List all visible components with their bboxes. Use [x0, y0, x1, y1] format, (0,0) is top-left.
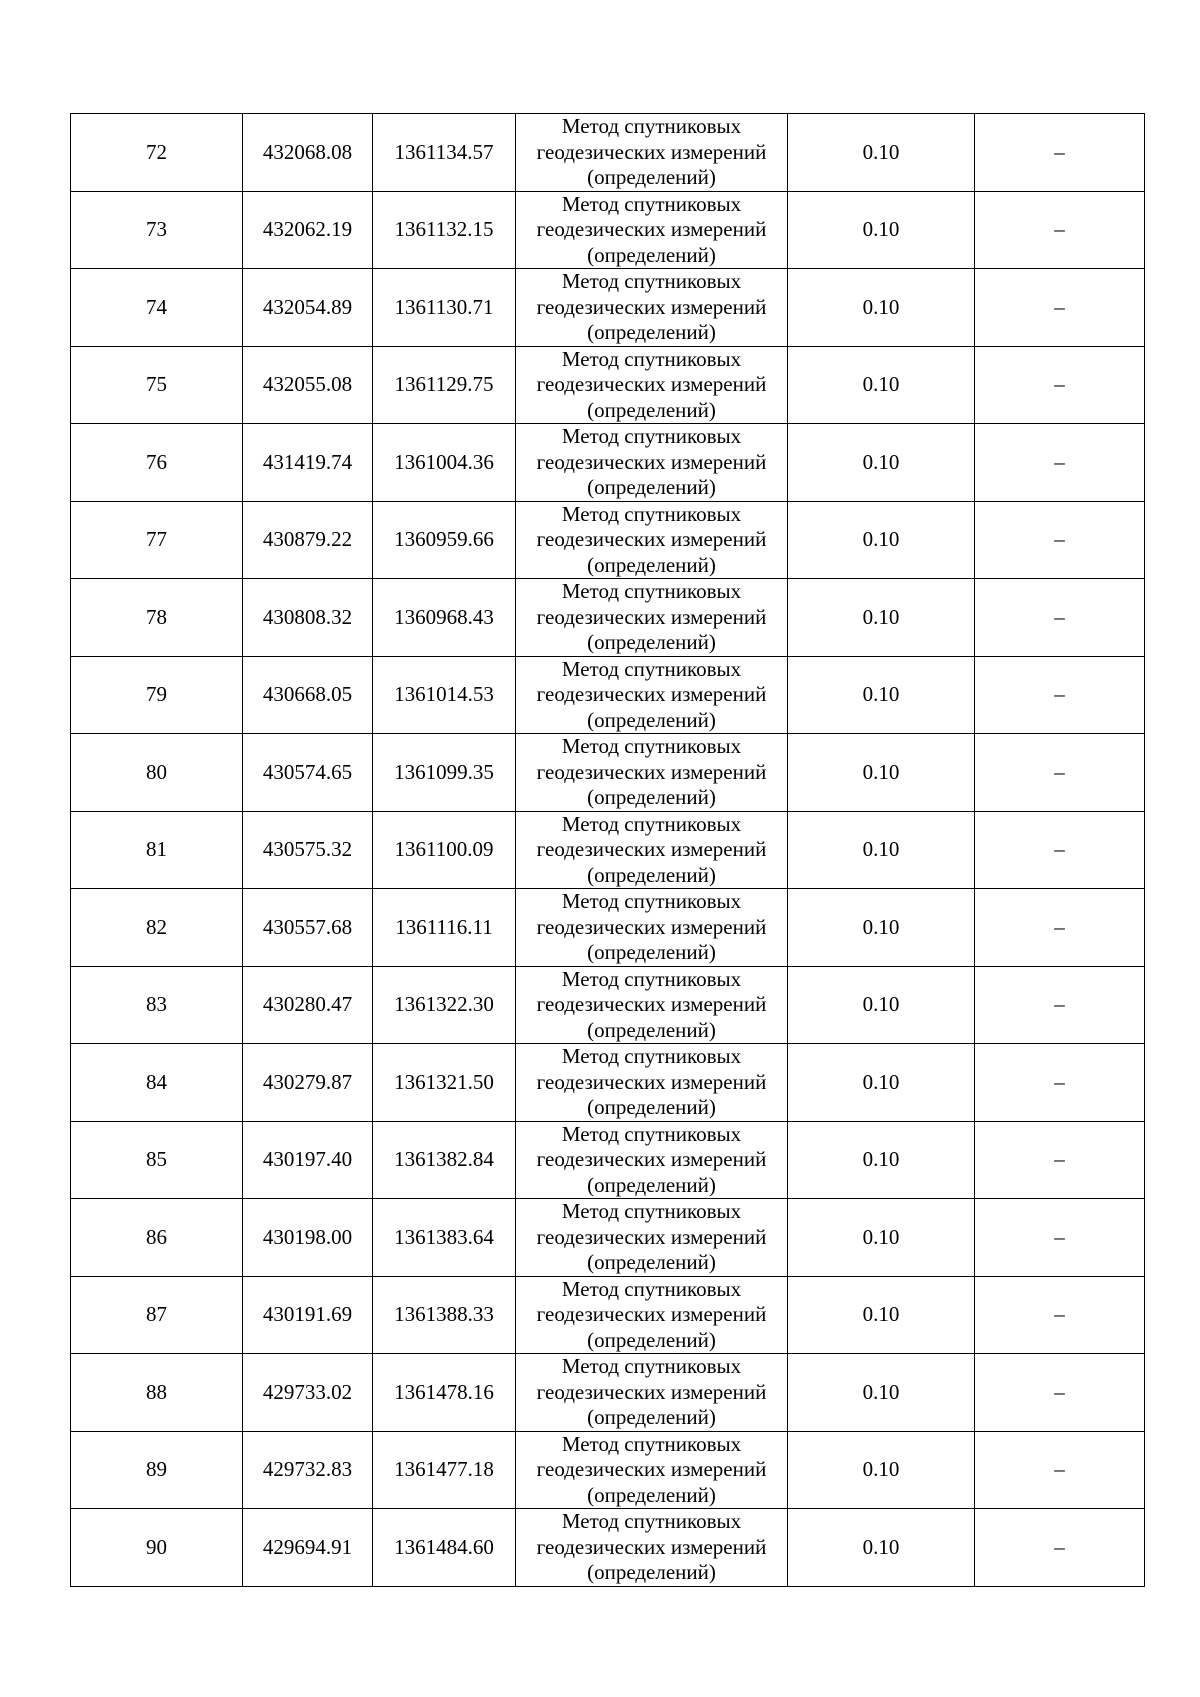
method-cell: [516, 424, 788, 502]
method-line: геодезических измерений: [536, 1534, 767, 1559]
point-number-cell: 88: [71, 1354, 243, 1432]
method-line: Метод спутниковых: [561, 424, 742, 448]
method-line: (определений): [587, 862, 716, 887]
coordinate-x-cell: 429733.02: [243, 1354, 373, 1432]
method-line: Метод спутниковых: [561, 734, 742, 758]
method-line: геодезических измерений: [536, 837, 767, 861]
point-number-cell: 79: [71, 656, 243, 734]
method-cell: [516, 1121, 788, 1199]
table-row: [71, 1276, 1145, 1354]
note-cell: –: [975, 811, 1145, 889]
method-line: Метод спутниковых: [561, 1509, 742, 1533]
accuracy-cell: 0.10: [788, 269, 975, 347]
point-number-cell: 74: [71, 269, 243, 347]
coordinate-y-cell: 1361322.30: [373, 966, 516, 1044]
accuracy-cell: 0.10: [788, 966, 975, 1044]
accuracy-cell: 0.10: [788, 1121, 975, 1199]
method-line: геодезических измерений: [536, 1379, 767, 1404]
note-cell: –: [975, 1121, 1145, 1199]
note-cell: –: [975, 501, 1145, 579]
table-body: [71, 114, 1145, 1587]
method-line: Метод спутниковых: [561, 191, 742, 216]
table-row: [71, 1121, 1145, 1199]
method-line: геодезических измерений: [536, 139, 767, 164]
coordinate-x-cell: 430198.00: [243, 1199, 373, 1277]
method-line: Метод спутниковых: [561, 966, 742, 991]
method-line: (определений): [587, 630, 716, 654]
method-line: геодезических измерений: [536, 604, 767, 629]
note-cell: –: [975, 1509, 1145, 1587]
method-cell: [516, 579, 788, 657]
method-cell: [516, 1199, 788, 1277]
table-row: [71, 1199, 1145, 1277]
note-cell: –: [975, 656, 1145, 734]
method-line: геодезических измерений: [536, 449, 767, 474]
method-cell: [516, 1431, 788, 1509]
method-line: (определений): [587, 1327, 716, 1352]
method-line: Метод спутниковых: [561, 1199, 742, 1223]
method-line: геодезических измерений: [536, 1147, 767, 1171]
table-row: [71, 734, 1145, 812]
coordinate-x-cell: 430557.68: [243, 889, 373, 967]
coordinate-y-cell: 1361129.75: [373, 346, 516, 424]
method-line: (определений): [587, 320, 716, 344]
coordinate-y-cell: 1361383.64: [373, 1199, 516, 1277]
accuracy-cell: 0.10: [788, 734, 975, 812]
method-line: геодезических измерений: [536, 1224, 767, 1249]
table-row: [71, 1431, 1145, 1509]
table-row: [71, 191, 1145, 269]
point-number-cell: 76: [71, 424, 243, 502]
coordinate-y-cell: 1361099.35: [373, 734, 516, 812]
point-number-cell: 90: [71, 1509, 243, 1587]
method-cell: [516, 734, 788, 812]
method-line: Метод спутниковых: [561, 114, 742, 138]
point-number-cell: 80: [71, 734, 243, 812]
accuracy-cell: 0.10: [788, 346, 975, 424]
method-line: (определений): [587, 475, 716, 499]
accuracy-cell: 0.10: [788, 1509, 975, 1587]
accuracy-cell: 0.10: [788, 1199, 975, 1277]
coordinate-x-cell: 432068.08: [243, 114, 373, 192]
method-line: геодезических измерений: [536, 527, 767, 551]
point-number-cell: 84: [71, 1044, 243, 1122]
method-line: Метод спутниковых: [561, 1354, 742, 1378]
point-number-cell: 72: [71, 114, 243, 192]
method-line: геодезических измерений: [536, 914, 767, 939]
method-line: Метод спутниковых: [561, 1431, 742, 1456]
point-number-cell: 73: [71, 191, 243, 269]
note-cell: –: [975, 1044, 1145, 1122]
accuracy-cell: 0.10: [788, 579, 975, 657]
point-number-cell: 87: [71, 1276, 243, 1354]
point-number-cell: 78: [71, 579, 243, 657]
method-line: (определений): [587, 1482, 716, 1507]
coordinate-x-cell: 431419.74: [243, 424, 373, 502]
table-row: [71, 424, 1145, 502]
method-cell: [516, 811, 788, 889]
note-cell: –: [975, 424, 1145, 502]
accuracy-cell: 0.10: [788, 1276, 975, 1354]
point-number-cell: 85: [71, 1121, 243, 1199]
method-line: Метод спутниковых: [561, 579, 742, 603]
method-line: Метод спутниковых: [561, 811, 742, 836]
table-row: [71, 1044, 1145, 1122]
method-cell: [516, 501, 788, 579]
point-number-cell: 86: [71, 1199, 243, 1277]
coordinate-x-cell: 432055.08: [243, 346, 373, 424]
accuracy-cell: 0.10: [788, 191, 975, 269]
table-row: [71, 889, 1145, 967]
coordinate-y-cell: 1361014.53: [373, 656, 516, 734]
accuracy-cell: 0.10: [788, 114, 975, 192]
method-line: геодезических измерений: [536, 1457, 767, 1481]
note-cell: –: [975, 1354, 1145, 1432]
note-cell: –: [975, 1199, 1145, 1277]
method-line: Метод спутниковых: [561, 346, 742, 371]
accuracy-cell: 0.10: [788, 889, 975, 967]
method-line: (определений): [587, 1172, 716, 1197]
table-row: [71, 579, 1145, 657]
coordinate-x-cell: 432062.19: [243, 191, 373, 269]
method-line: Метод спутниковых: [561, 269, 742, 293]
method-line: Метод спутниковых: [561, 501, 742, 526]
coordinate-y-cell: 1361321.50: [373, 1044, 516, 1122]
method-cell: [516, 1044, 788, 1122]
coordinate-y-cell: 1361477.18: [373, 1431, 516, 1509]
method-cell: [516, 1276, 788, 1354]
accuracy-cell: 0.10: [788, 811, 975, 889]
table-row: [71, 966, 1145, 1044]
method-line: Метод спутниковых: [561, 1276, 742, 1301]
method-line: Метод спутниковых: [561, 656, 742, 681]
coordinate-y-cell: 1361388.33: [373, 1276, 516, 1354]
method-line: геодезических измерений: [536, 1302, 767, 1326]
method-line: (определений): [587, 552, 716, 577]
method-line: (определений): [587, 1095, 716, 1119]
coordinate-x-cell: 430574.65: [243, 734, 373, 812]
method-line: геодезических измерений: [536, 372, 767, 396]
coordinate-x-cell: 430668.05: [243, 656, 373, 734]
method-cell: [516, 656, 788, 734]
point-number-cell: 75: [71, 346, 243, 424]
method-line: (определений): [587, 707, 716, 732]
table-row: [71, 1354, 1145, 1432]
method-cell: [516, 966, 788, 1044]
note-cell: –: [975, 579, 1145, 657]
accuracy-cell: 0.10: [788, 424, 975, 502]
note-cell: –: [975, 191, 1145, 269]
method-line: (определений): [587, 1017, 716, 1042]
method-line: геодезических измерений: [536, 294, 767, 319]
method-line: (определений): [587, 397, 716, 422]
method-line: геодезических измерений: [536, 1069, 767, 1094]
method-line: (определений): [587, 785, 716, 809]
table-row: [71, 269, 1145, 347]
method-line: геодезических измерений: [536, 992, 767, 1016]
method-cell: [516, 1509, 788, 1587]
point-number-cell: 77: [71, 501, 243, 579]
coordinate-x-cell: 430197.40: [243, 1121, 373, 1199]
table-row: [71, 501, 1145, 579]
method-line: (определений): [587, 940, 716, 964]
point-number-cell: 89: [71, 1431, 243, 1509]
coordinate-x-cell: 430575.32: [243, 811, 373, 889]
table-row: [71, 1509, 1145, 1587]
method-cell: [516, 1354, 788, 1432]
method-line: Метод спутниковых: [561, 1044, 742, 1068]
coordinate-x-cell: 430191.69: [243, 1276, 373, 1354]
coordinate-y-cell: 1360959.66: [373, 501, 516, 579]
method-line: (определений): [587, 242, 716, 267]
point-number-cell: 82: [71, 889, 243, 967]
accuracy-cell: 0.10: [788, 1044, 975, 1122]
coordinate-y-cell: 1360968.43: [373, 579, 516, 657]
point-number-cell: 81: [71, 811, 243, 889]
method-line: (определений): [587, 1250, 716, 1274]
coordinate-y-cell: 1361004.36: [373, 424, 516, 502]
coordinate-y-cell: 1361116.11: [373, 889, 516, 967]
table-row: [71, 346, 1145, 424]
coordinate-x-cell: 429694.91: [243, 1509, 373, 1587]
method-line: (определений): [587, 165, 716, 189]
method-line: геодезических измерений: [536, 682, 767, 706]
note-cell: –: [975, 114, 1145, 192]
coordinate-x-cell: 430808.32: [243, 579, 373, 657]
method-cell: [516, 114, 788, 192]
note-cell: –: [975, 966, 1145, 1044]
accuracy-cell: 0.10: [788, 1431, 975, 1509]
table-row: [71, 811, 1145, 889]
coordinate-x-cell: 430879.22: [243, 501, 373, 579]
coordinate-y-cell: 1361484.60: [373, 1509, 516, 1587]
coordinate-y-cell: 1361134.57: [373, 114, 516, 192]
method-line: (определений): [587, 1405, 716, 1429]
coordinates-table: [70, 113, 1145, 1587]
coordinate-x-cell: 430279.87: [243, 1044, 373, 1122]
method-line: Метод спутниковых: [561, 889, 742, 913]
coordinate-y-cell: 1361132.15: [373, 191, 516, 269]
method-line: геодезических измерений: [536, 217, 767, 241]
table-row: [71, 656, 1145, 734]
coordinate-y-cell: 1361130.71: [373, 269, 516, 347]
coordinate-y-cell: 1361100.09: [373, 811, 516, 889]
coordinate-y-cell: 1361382.84: [373, 1121, 516, 1199]
method-line: Метод спутниковых: [561, 1121, 742, 1146]
table-row: [71, 114, 1145, 192]
method-cell: [516, 889, 788, 967]
coordinate-x-cell: 432054.89: [243, 269, 373, 347]
note-cell: –: [975, 269, 1145, 347]
method-cell: [516, 191, 788, 269]
method-line: (определений): [587, 1560, 716, 1584]
coordinate-y-cell: 1361478.16: [373, 1354, 516, 1432]
coordinate-x-cell: 429732.83: [243, 1431, 373, 1509]
accuracy-cell: 0.10: [788, 1354, 975, 1432]
note-cell: –: [975, 1431, 1145, 1509]
note-cell: –: [975, 346, 1145, 424]
accuracy-cell: 0.10: [788, 656, 975, 734]
method-line: геодезических измерений: [536, 759, 767, 784]
method-cell: [516, 346, 788, 424]
note-cell: –: [975, 734, 1145, 812]
note-cell: –: [975, 1276, 1145, 1354]
point-number-cell: 83: [71, 966, 243, 1044]
coordinate-x-cell: 430280.47: [243, 966, 373, 1044]
method-cell: [516, 269, 788, 347]
accuracy-cell: 0.10: [788, 501, 975, 579]
note-cell: –: [975, 889, 1145, 967]
